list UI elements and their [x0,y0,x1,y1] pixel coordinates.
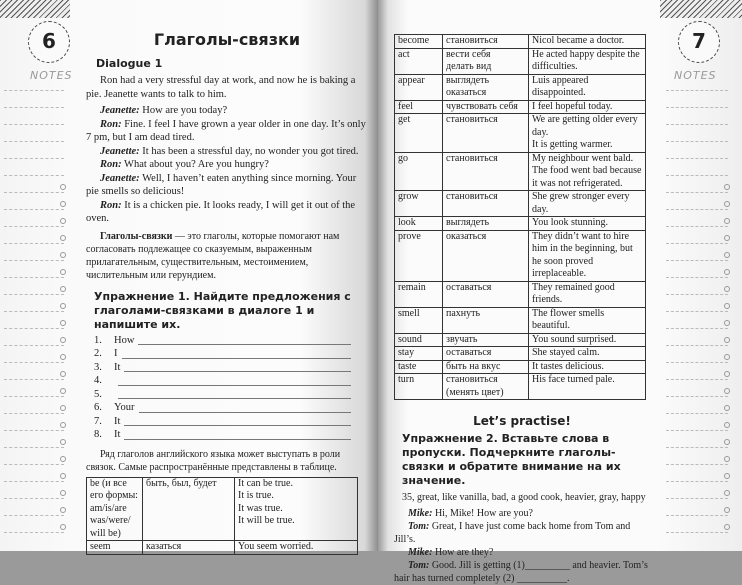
verb-cell: get [395,114,443,153]
ring-icon [724,524,730,530]
speaker: Tom: [408,521,430,532]
notes-label: NOTES [674,69,717,82]
notes-line [4,498,64,499]
line-start-word: It [114,415,121,427]
dialogue-line [86,199,368,226]
dialogue-line [86,158,368,172]
line-text: What about you? Are you hungry? [121,159,269,170]
table-row [395,35,646,49]
notes-line [4,447,64,448]
exercise1-title: Упражнение 1. Найдите предложения с глаголами-связками в диалоге 1 и напишите их. [94,289,351,331]
notes-line [666,107,728,108]
example-cell: It tastes delicious. [529,360,646,374]
speaker: Tom: [408,560,430,571]
right-content [394,34,650,585]
notes-line [666,243,728,244]
ring-icon [60,422,66,428]
notes-line [666,311,728,312]
table-row [395,347,646,361]
notes-line [666,328,728,329]
notes-line [4,328,64,329]
right-page [378,0,742,584]
notes-line [4,107,64,108]
ring-icon [60,405,66,411]
left-page [0,0,378,551]
example-cell: The flower smells beautiful. [529,307,646,333]
dialogue-line [394,507,650,520]
verb-cell: grow [395,191,443,217]
speaker: Ron: [100,199,122,211]
line-text: How are you today? [139,105,228,116]
notes-margin-left [0,0,73,551]
notes-line [666,345,728,346]
example-cell: You seem worried. [235,541,358,555]
verb-cell: prove [395,230,443,281]
table-row [395,281,646,307]
translation-cell: становиться [443,191,529,217]
ring-icon [724,422,730,428]
example-cell: You sound surprised. [529,333,646,347]
verb-cell: turn [395,374,443,400]
notes-line [666,481,728,482]
example-cell: She stayed calm. [529,347,646,361]
line-start-word: It [114,361,121,373]
translation-cell: выглядеть оказаться [443,74,529,100]
translation-cell: казаться [143,541,235,555]
notes-line [4,90,64,91]
ring-icon [60,456,66,462]
definition [86,230,368,282]
translation-cell: становиться [443,114,529,153]
table-row [395,48,646,74]
line-text: How are they? [432,547,494,558]
definition-text: — это глаголы, которые помогают нам согласовать подлежащее со сказуемым, выраженным прилагательным, существительным, местоимением, числительным или герундием. [86,230,340,281]
notes-line [4,192,64,193]
notes-line [666,464,728,465]
dialogue [394,507,650,585]
notes-margin-right [660,0,742,551]
table-row [395,100,646,114]
line-text: Well, I haven’t eaten anything since morning. Your pie smells so delicious! [86,172,357,197]
verb-cell: seem [87,541,143,555]
answer-blank[interactable] [124,371,351,372]
ring-icon [60,320,66,326]
example-cell: My neighbour went bald. The food went bad because it was not refrigerated. [529,152,646,191]
ring-icon [724,354,730,360]
notes-line [666,430,728,431]
verb-cell: feel [395,100,443,114]
notes-line [4,481,64,482]
ring-icon [60,269,66,275]
line-number: 2. [94,348,102,359]
ring-icon [60,439,66,445]
ring-icon [60,218,66,224]
notes-line [666,515,728,516]
table-intro: Ряд глаголов английского языка может выступать в роли связок. Самые распространённые представлены в таблице. [86,448,341,473]
ring-icon [724,201,730,207]
answer-blank[interactable] [124,439,351,440]
line-text: Hi, Mike! How are you? [432,508,533,519]
line-start-word: It [114,429,121,440]
verb-cell: become [395,35,443,49]
table-row [395,307,646,333]
notes-line [666,175,728,176]
dialogue-line [86,104,368,118]
dialogue-line [86,118,368,145]
example-cell: We are getting older every day. It is getting warmer. [529,114,646,153]
verb-cell: act [395,48,443,74]
ring-icon [724,388,730,394]
speaker: Ron: [100,118,122,130]
speaker: Mike: [408,508,433,519]
ring-icon [60,490,66,496]
ring-icon [724,456,730,462]
verb-cell: look [395,217,443,231]
ring-icon [60,507,66,513]
translation-cell: быть на вкус [443,360,529,374]
translation-cell: становиться [443,152,529,191]
ring-icon [60,184,66,190]
line-number: 3. [94,361,102,373]
answer-blank[interactable] [139,412,351,413]
notes-line [4,413,64,414]
table-row [395,374,646,400]
translation-cell: выглядеть [443,217,529,231]
ring-icon [60,303,66,309]
line-number: 6. [94,402,102,413]
table-row [395,217,646,231]
table-row [395,230,646,281]
notes-line [4,345,64,346]
notes-line [4,311,64,312]
ring-icon [60,337,66,343]
notes-line [666,396,728,397]
ring-icon [724,507,730,513]
ring-icon [60,524,66,530]
dialogue-line [394,559,650,585]
answer-blank[interactable] [122,358,352,359]
ring-icon [60,235,66,241]
ring-icon [60,388,66,394]
table-row [87,477,358,541]
ring-icon [724,286,730,292]
notes-line [4,515,64,516]
translation-cell: быть, был, будет [143,477,235,541]
notes-label: NOTES [30,69,73,82]
example-cell: They didn’t want to hire him in the beginning, but he soon proved irreplaceable. [529,230,646,281]
notes-line [4,277,64,278]
notes-line [4,243,64,244]
line-number: 7. [94,415,102,427]
table-row [395,114,646,153]
dialogue-line [86,172,368,199]
word-bank: 35, great, like vanilla, bad, a good cook, heavier, gray, happy [402,492,646,503]
notes-line [666,90,728,91]
line-number: 4. [94,375,102,386]
notes-line [4,260,64,261]
line-start-word: I [114,348,118,359]
table-row [395,152,646,191]
dialogue-line [394,520,650,546]
example-cell: You look stunning. [529,217,646,231]
notes-line [666,226,728,227]
table-row [395,333,646,347]
ring-icon [60,252,66,258]
exercise2-title: Упражнение 2. Вставьте слова в пропуски. Подчеркните глаголы-связки и обратите внимание на их значение. [402,432,621,487]
ring-icon [724,269,730,275]
linking-verbs-table-continued [394,34,646,400]
answer-blank[interactable] [118,398,351,399]
speaker: Mike: [408,547,433,558]
ring-icon [724,473,730,479]
answer-line[interactable] [94,361,351,375]
left-content [86,30,368,555]
notes-line [4,396,64,397]
practise-section [394,414,650,585]
dialogue [86,104,368,226]
verb-cell: sound [395,333,443,347]
line-text: It is a chicken pie. It looks ready, I will get it out of the oven. [86,199,356,224]
line-text: Good. Jill is getting (1)_________ and heavier. Tom’s hair has turned completely (2) __________. [394,560,648,584]
notes-line [666,294,728,295]
ring-icon [60,201,66,207]
line-number: 8. [94,429,102,440]
notes-line [4,430,64,431]
notes-line [4,175,64,176]
translation-cell: становиться [443,35,529,49]
translation-cell: оставаться [443,281,529,307]
notes-line [666,532,728,533]
verb-cell: stay [395,347,443,361]
answer-line[interactable] [94,428,351,442]
notes-line [4,226,64,227]
ring-icon [60,354,66,360]
example-cell: She grew stronger every day. [529,191,646,217]
answer-blank[interactable] [124,425,351,426]
notes-line [4,464,64,465]
notes-line [666,379,728,380]
answer-line[interactable] [94,347,351,361]
notes-line [4,294,64,295]
dialogue-heading: Dialogue 1 [96,57,163,70]
ring-icon [60,371,66,377]
verb-cell: remain [395,281,443,307]
ring-icon [724,218,730,224]
ring-icon [724,303,730,309]
page-number: 6 [28,21,70,63]
line-text: It has been a stressful day, no wonder you got tired. [139,145,359,157]
page-title: Глаголы-связки [153,30,301,49]
answer-line[interactable] [94,374,351,388]
ring-icon [724,490,730,496]
notes-line [666,124,728,125]
page-number: 7 [678,21,720,63]
ring-icon [60,473,66,479]
example-cell: I feel hopeful today. [529,100,646,114]
notes-line [666,209,728,210]
table-row [395,191,646,217]
hatch-decoration [0,0,70,18]
ring-icon [724,184,730,190]
speaker: Jeanette: [100,172,140,184]
verb-cell: go [395,152,443,191]
example-cell: His face turned pale. [529,374,646,400]
answer-line[interactable] [94,388,351,402]
practise-heading: Let’s practise! [473,414,571,428]
notes-line [4,532,64,533]
notes-line [666,260,728,261]
notes-line [4,362,64,363]
notes-line [4,158,64,159]
example-cell: It can be true. It is true. It was true. It will be true. [235,477,358,541]
notes-line [666,413,728,414]
translation-cell: становиться (менять цвет) [443,374,529,400]
ring-icon [724,337,730,343]
notes-line [666,192,728,193]
translation-cell: оказаться [443,230,529,281]
table-row [87,541,358,555]
translation-cell: оставаться [443,347,529,361]
verb-cell: be (и все его формы: am/is/are was/were/ will be) [87,477,143,541]
notes-line [4,379,64,380]
line-start-word: How [114,334,135,346]
ring-icon [724,439,730,445]
translation-cell: звучать [443,333,529,347]
ring-icon [724,235,730,241]
exercise1-lines [86,334,351,442]
notes-line [666,158,728,159]
line-number: 5. [94,388,102,400]
answer-line[interactable] [94,334,351,348]
verb-cell: smell [395,307,443,333]
notes-line [666,277,728,278]
answer-blank[interactable] [118,385,351,386]
line-start-word: Your [114,402,135,413]
example-cell: Luis appeared disappointed. [529,74,646,100]
translation-cell: пахнуть [443,307,529,333]
ring-icon [724,405,730,411]
notes-line [666,498,728,499]
answer-line[interactable] [94,415,351,429]
example-cell: He acted happy despite the difficulties. [529,48,646,74]
translation-cell: чувствовать себя [443,100,529,114]
line-number: 1. [94,334,102,346]
notes-line [4,124,64,125]
verb-cell: taste [395,360,443,374]
line-text: Great, I have just come back home from Tom and Jill’s. [394,521,631,545]
speaker: Ron: [100,159,122,170]
translation-cell: вести себя делать вид [443,48,529,74]
table-row [395,360,646,374]
speaker: Jeanette: [100,105,140,116]
notes-line [666,362,728,363]
ring-icon [724,252,730,258]
verb-cell: appear [395,74,443,100]
example-cell: They remained good friends. [529,281,646,307]
line-text: Fine. I feel I have grown a year older in one day. It’s only 7 pm, but I am dead tired. [86,118,366,143]
ring-icon [724,371,730,377]
intro-text: Ron had a very stressful day at work, and now he is baking a pie. Jeanette wants to talk to him. [86,75,356,100]
notes-line [4,141,64,142]
example-cell: Nicol became a doctor. [529,35,646,49]
notes-line [666,447,728,448]
answer-line[interactable] [94,401,351,415]
speaker: Jeanette: [100,145,140,157]
linking-verbs-table [86,477,358,555]
dialogue-line [394,546,650,559]
hatch-decoration [660,0,742,18]
notes-line [4,209,64,210]
table-row [395,74,646,100]
answer-blank[interactable] [138,344,351,345]
dialogue-line [86,145,368,159]
notes-line [666,141,728,142]
definition-term: Глаголы-связки [100,230,173,242]
ring-icon [60,286,66,292]
ring-icon [724,320,730,326]
